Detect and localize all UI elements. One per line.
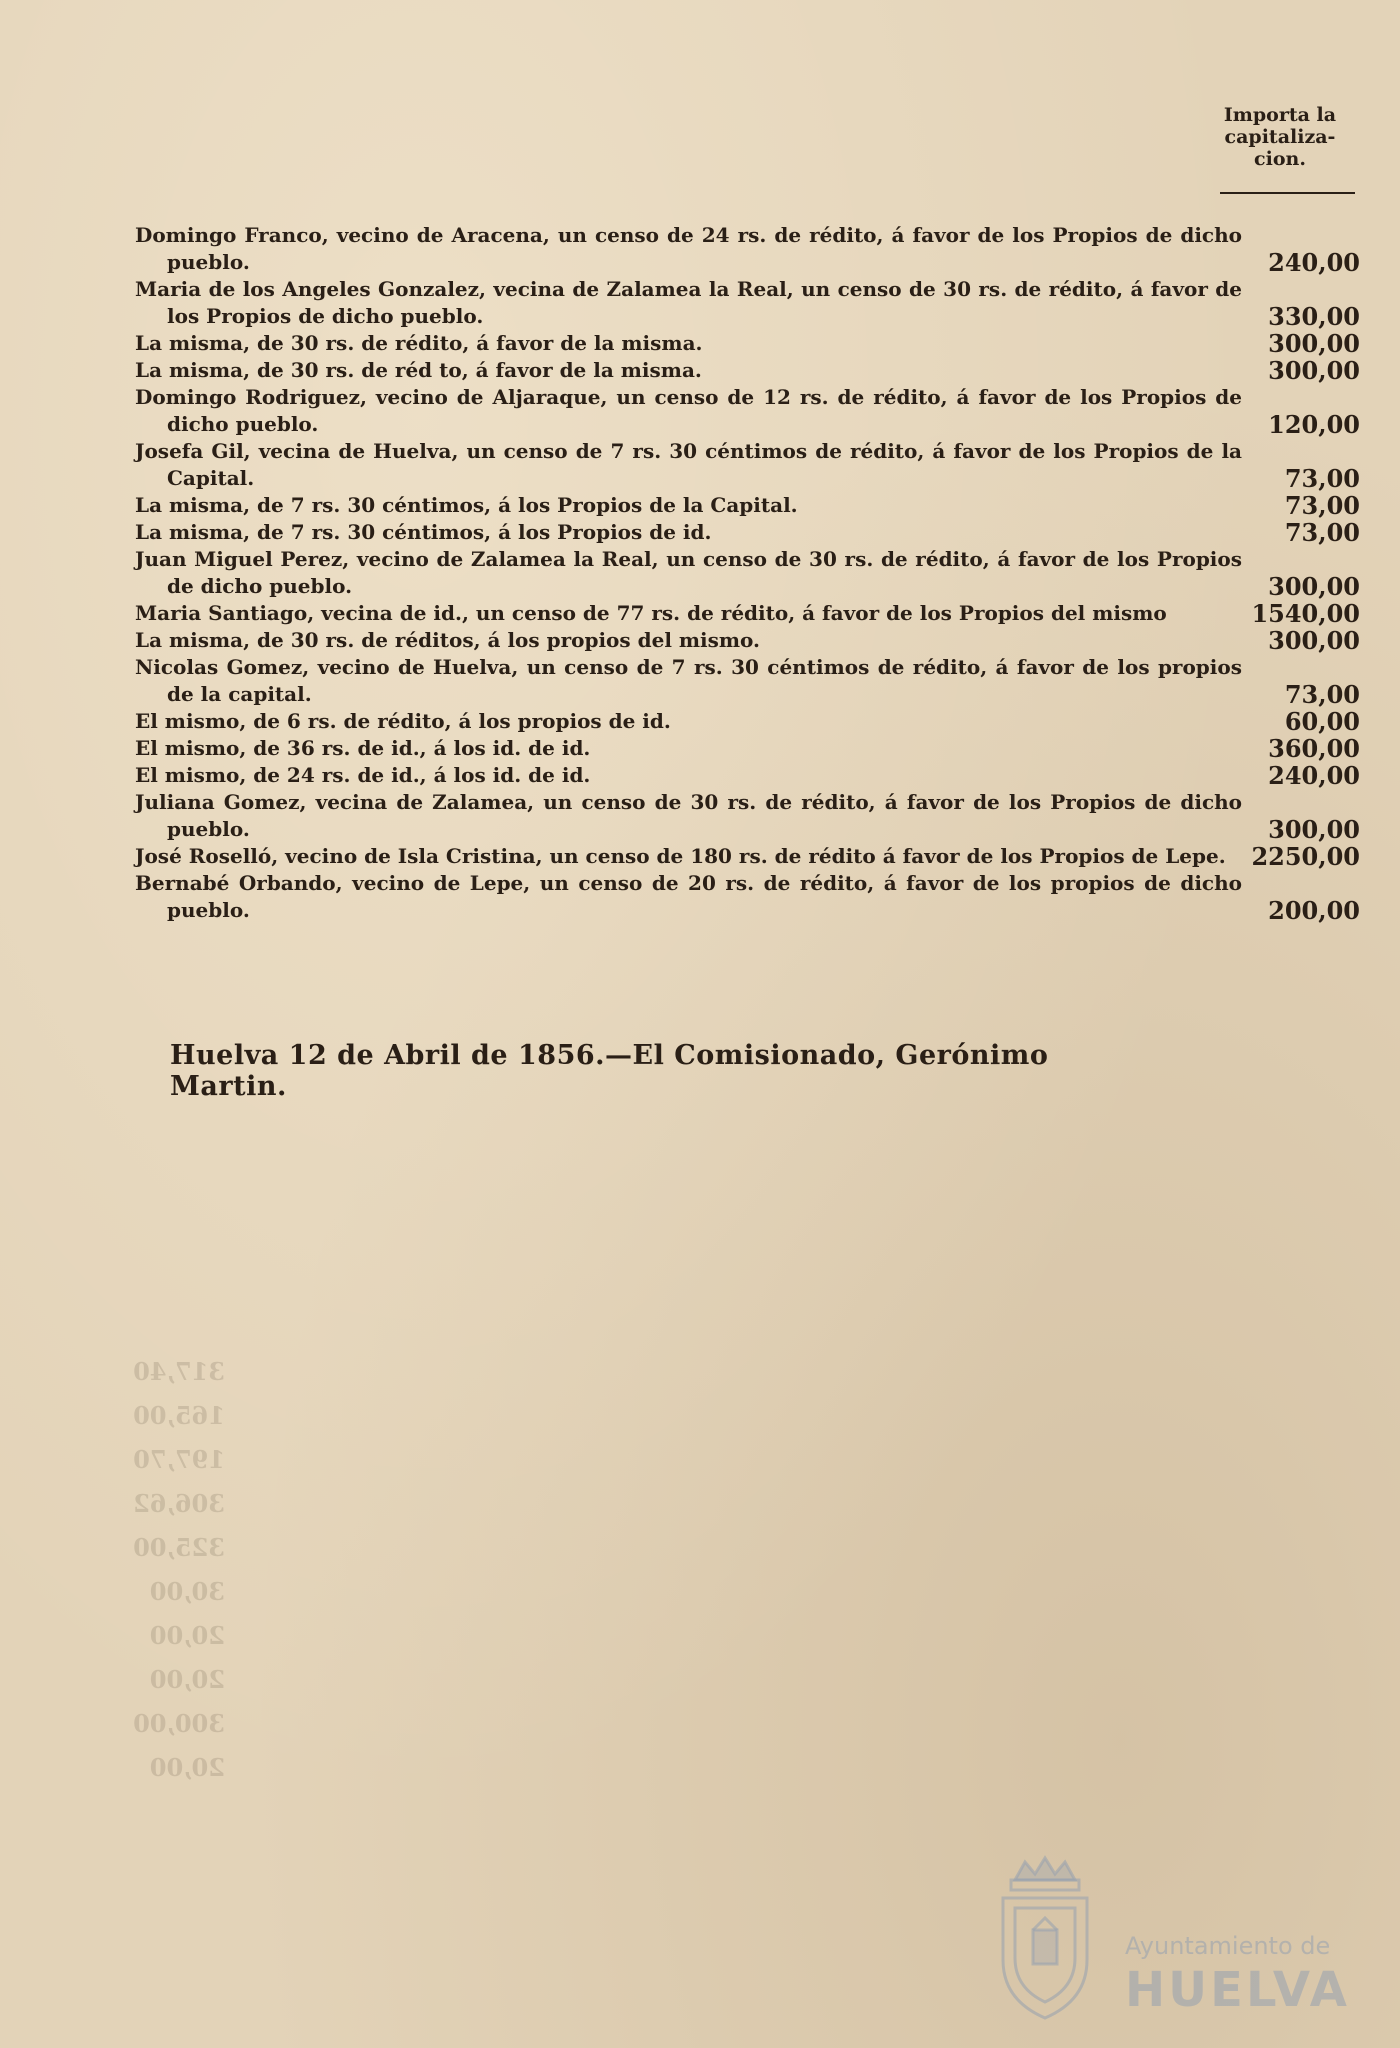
entry-text: La misma, de 7 rs. 30 céntimos, á los Propios de la Capital.: [135, 493, 798, 517]
entry-text: Maria de los Angeles Gonzalez, vecina de Zalamea la Real, un censo de 30 rs. de rédito, á favor de los Propios de dicho pueblo.: [135, 277, 1242, 328]
entry-text: José Roselló, vecino de Isla Cristina, un censo de 180 rs. de rédito á favor de los Propios de Lepe.: [135, 844, 1226, 868]
entry-text: La misma, de 30 rs. de réditos, á los propios del mismo.: [135, 628, 761, 652]
entry-amount: 2250,00: [1251, 842, 1360, 871]
entry-row: [135, 492, 1360, 519]
entry-row: [135, 357, 1360, 384]
entry-amount: 360,00: [1268, 734, 1360, 763]
entry-amount: 60,00: [1284, 707, 1360, 736]
entry-amount: 330,00: [1268, 302, 1360, 331]
entry-row: [135, 843, 1360, 870]
entry-row: [135, 735, 1360, 762]
signature-line: Huelva 12 de Abril de 1856.—El Comisionado, Gerónimo Martin.: [170, 1040, 1049, 1102]
entry-amount: 300,00: [1268, 329, 1360, 358]
entry-list: [135, 222, 1360, 924]
entry-text: El mismo, de 6 rs. de rédito, á los propios de id.: [135, 709, 671, 733]
entry-amount: 240,00: [1268, 248, 1360, 277]
bleed-through-number: 325,00: [133, 1533, 225, 1562]
entry-row: [135, 519, 1360, 546]
entry-text: Juliana Gomez, vecina de Zalamea, un censo de 30 rs. de rédito, á favor de los Propios de dicho pueblo.: [135, 790, 1242, 841]
bleed-through-number: 20,00: [149, 1665, 225, 1694]
entry-row: [135, 708, 1360, 735]
entry-row: [135, 627, 1360, 654]
entry-amount: 200,00: [1268, 896, 1360, 925]
entry-amount: 300,00: [1268, 626, 1360, 655]
bleed-through-number: 20,00: [149, 1621, 225, 1650]
entry-amount: 300,00: [1268, 356, 1360, 385]
bleed-through-number: 20,00: [149, 1753, 225, 1782]
entry-text: Maria Santiago, vecina de id., un censo de 77 rs. de rédito, á favor de los Propios del mismo: [135, 601, 1167, 625]
entry-text: Nicolas Gomez, vecino de Huelva, un censo de 7 rs. 30 céntimos de rédito, á favor de los propios de la capital.: [135, 655, 1242, 706]
entry-row: [135, 276, 1360, 330]
entry-amount: 73,00: [1284, 464, 1360, 493]
entry-text: Juan Miguel Perez, vecino de Zalamea la Real, un censo de 30 rs. de rédito, á favor de los Propios de dicho pueblo.: [135, 547, 1242, 598]
entry-amount: 300,00: [1268, 572, 1360, 601]
entry-row: [135, 546, 1360, 600]
bleed-through-number: 317,40: [133, 1357, 225, 1386]
entry-amount: 1540,00: [1251, 599, 1360, 628]
entry-text: Bernabé Orbando, vecino de Lepe, un censo de 20 rs. de rédito, á favor de los propios de dicho pueblo.: [135, 871, 1242, 922]
entry-text: Domingo Franco, vecino de Aracena, un censo de 24 rs. de rédito, á favor de los Propios de dicho pueblo.: [135, 223, 1242, 274]
entry-row: [135, 600, 1360, 627]
entry-amount: 73,00: [1284, 680, 1360, 709]
watermark: [985, 1850, 1350, 2025]
column-header: Importa la capitaliza-cion.: [1223, 104, 1337, 170]
entry-text: El mismo, de 24 rs. de id., á los id. de id.: [135, 763, 591, 787]
watermark-line2: HUELVA: [1125, 1962, 1350, 2018]
entry-amount: 300,00: [1268, 815, 1360, 844]
bleed-through-number: 300,00: [133, 1709, 225, 1738]
bleed-through-number: 306,62: [133, 1489, 225, 1518]
entry-text: La misma, de 7 rs. 30 céntimos, á los Propios de id.: [135, 520, 712, 544]
entry-amount: 73,00: [1284, 491, 1360, 520]
bleed-through-text: [135, 1350, 225, 1790]
entry-amount: 240,00: [1268, 761, 1360, 790]
entry-text: Domingo Rodriguez, vecino de Aljaraque, un censo de 12 rs. de rédito, á favor de los Propios de dicho pueblo.: [135, 385, 1242, 436]
entry-text: La misma, de 30 rs. de réd to, á favor de la misma.: [135, 358, 702, 382]
entry-row: [135, 384, 1360, 438]
entry-text: Josefa Gil, vecina de Huelva, un censo de 7 rs. 30 céntimos de rédito, á favor de los Propios de la Capital.: [135, 439, 1242, 490]
bleed-through-number: 30,00: [149, 1577, 225, 1606]
entry-row: [135, 330, 1360, 357]
entry-row: [135, 870, 1360, 924]
entry-row: [135, 438, 1360, 492]
entry-row: [135, 222, 1360, 276]
watermark-line1: Ayuntamiento de: [1125, 1932, 1331, 1960]
entry-amount: 120,00: [1268, 410, 1360, 439]
entry-row: [135, 789, 1360, 843]
entry-row: [135, 654, 1360, 708]
bleed-through-number: 197,70: [133, 1445, 225, 1474]
entry-amount: 73,00: [1284, 518, 1360, 547]
coat-of-arms-icon: [985, 1850, 1105, 2025]
entry-row: [135, 762, 1360, 789]
entry-text: El mismo, de 36 rs. de id., á los id. de id.: [135, 736, 591, 760]
entry-text: La misma, de 30 rs. de rédito, á favor de la misma.: [135, 331, 703, 355]
column-header-rule: [1220, 192, 1355, 194]
bleed-through-number: 165,00: [133, 1401, 225, 1430]
